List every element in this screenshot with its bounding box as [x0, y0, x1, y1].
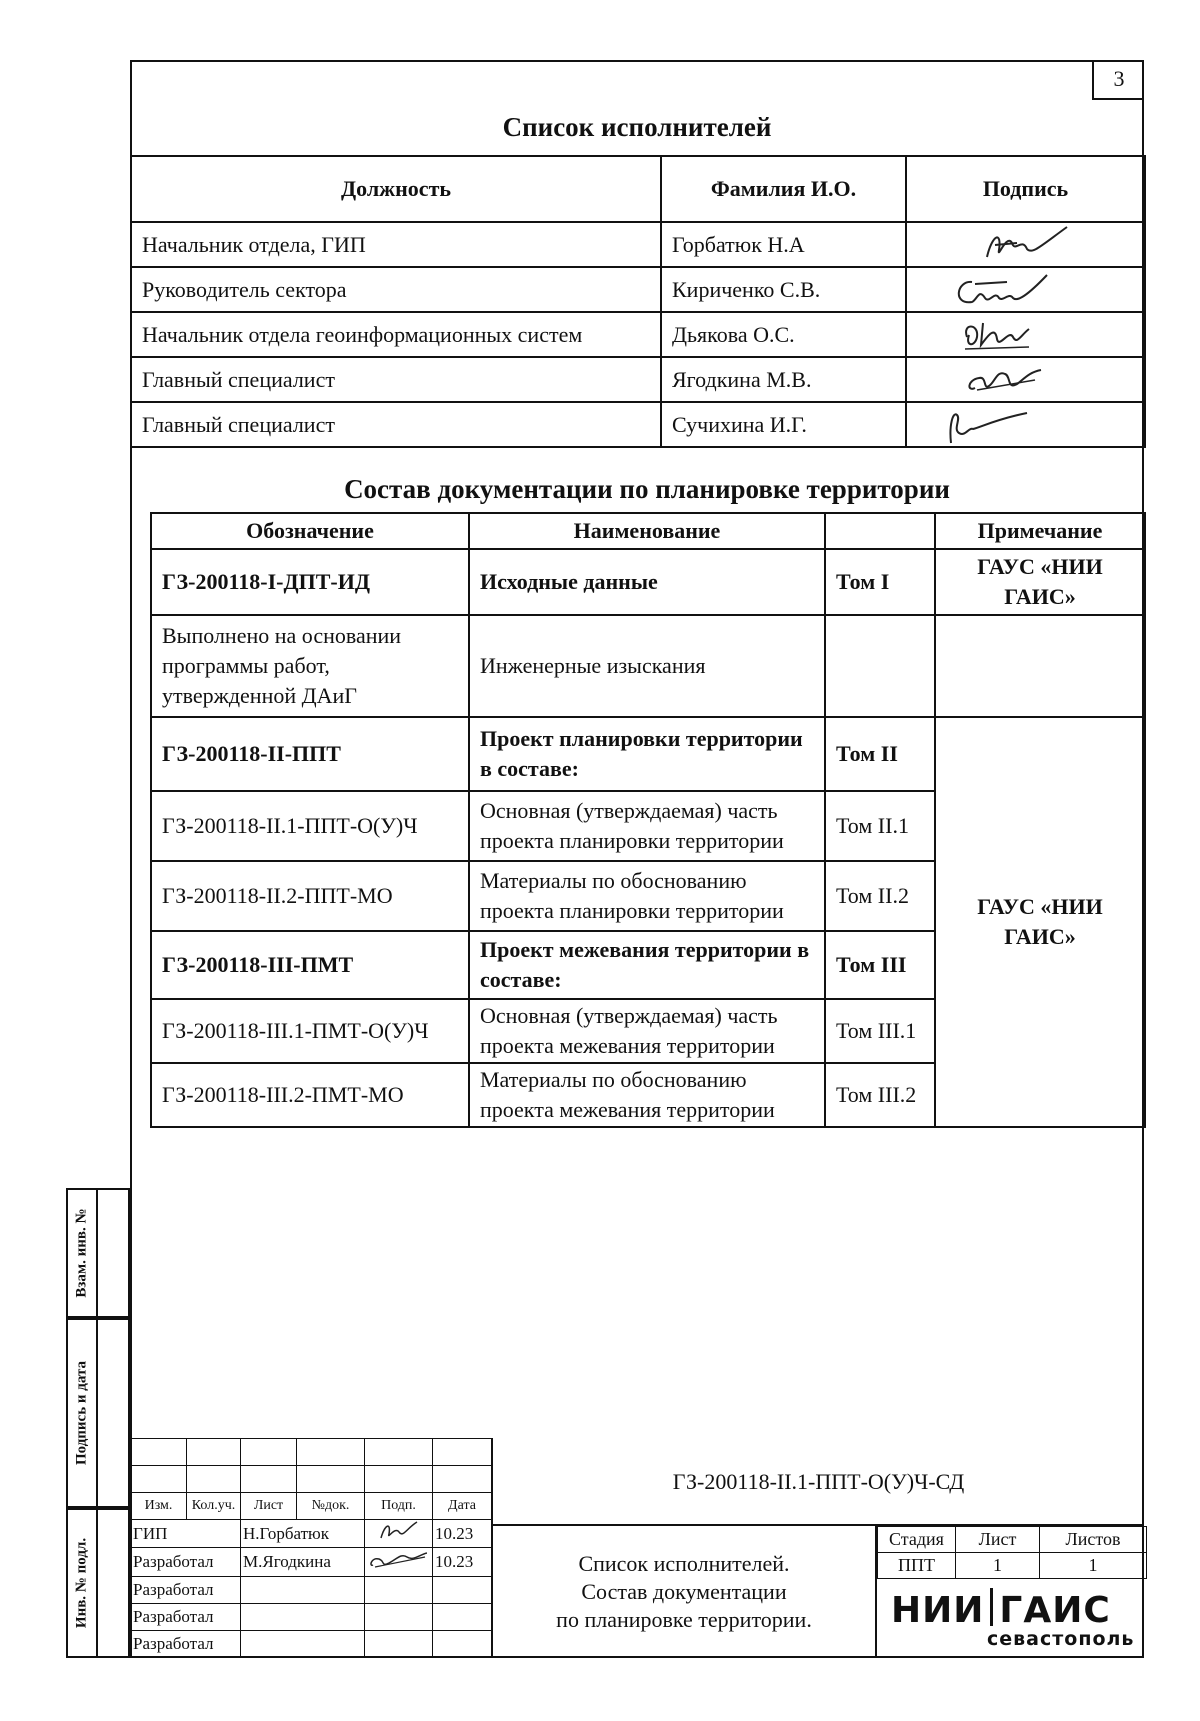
table-row	[131, 402, 1145, 447]
revision-header-row	[131, 1493, 492, 1520]
document-code: ГЗ-200118-II.1-ППТ-О(У)Ч-СД	[491, 1438, 1144, 1526]
side-stamp-replacement	[66, 1188, 130, 1318]
name-cell	[241, 1576, 365, 1603]
position-cell: Руководитель сектора	[131, 267, 661, 312]
signature-cell	[906, 402, 1145, 447]
page-number: 3	[1092, 60, 1144, 100]
name-cell: Материалы по обоснованию проекта планировки территории	[469, 861, 825, 931]
volume-cell: Том III.1	[825, 999, 935, 1063]
role-cell: Разработал	[131, 1630, 241, 1657]
signature-image	[917, 225, 1117, 265]
table-header-row	[131, 156, 1145, 222]
column-header: Дата	[433, 1493, 492, 1520]
position-cell: Главный специалист	[131, 402, 661, 447]
side-stamp-inventory	[66, 1508, 130, 1658]
column-header: Кол.уч.	[187, 1493, 241, 1520]
code-cell: ГЗ-200118-III-ПМТ	[151, 931, 469, 999]
column-header: Фамилия И.О.	[661, 156, 906, 222]
table-row	[131, 222, 1145, 267]
composition-table	[150, 512, 1146, 1128]
position-cell: Начальник отдела, ГИП	[131, 222, 661, 267]
code-cell: ГЗ-200118-II.2-ППТ-МО	[151, 861, 469, 931]
signature-image	[917, 360, 1117, 400]
name-cell: Инженерные изыскания	[469, 615, 825, 717]
name-cell: Ягодкина М.В.	[661, 357, 906, 402]
signature-image	[367, 1549, 427, 1571]
volume-cell: Том II.2	[825, 861, 935, 931]
date-cell	[433, 1630, 492, 1657]
table-row	[151, 549, 1145, 615]
column-header: Должность	[131, 156, 661, 222]
code-cell: ГЗ-200118-II-ППТ	[151, 717, 469, 791]
signature-cell	[365, 1520, 433, 1548]
date-cell	[433, 1603, 492, 1630]
name-cell: Исходные данные	[469, 549, 825, 615]
volume-cell: Том III.2	[825, 1063, 935, 1127]
column-header: Подпись	[906, 156, 1145, 222]
note-cell: ГАУС «НИИ ГАИС»	[935, 549, 1145, 615]
side-label: Подпись и дата	[73, 1360, 90, 1466]
sheet-value: 1	[956, 1553, 1040, 1579]
name-cell: Проект планировки территории в составе:	[469, 717, 825, 791]
date-cell: 10.23	[433, 1548, 492, 1576]
column-header: Лист	[241, 1493, 297, 1520]
column-header: Примечание	[935, 513, 1145, 549]
column-header: Листов	[1040, 1527, 1147, 1553]
signature-image	[367, 1520, 427, 1542]
table-row	[131, 1576, 492, 1603]
code-cell: ГЗ-200118-III.1-ПМТ-О(У)Ч	[151, 999, 469, 1063]
title-line: Список исполнителей.	[578, 1551, 790, 1576]
column-header: №док.	[297, 1493, 365, 1520]
signature-cell	[365, 1576, 433, 1603]
name-cell	[241, 1603, 365, 1630]
signature-cell	[906, 267, 1145, 312]
signature-cell	[365, 1603, 433, 1630]
column-header: Стадия	[878, 1527, 956, 1553]
position-cell: Главный специалист	[131, 357, 661, 402]
executors-table	[130, 155, 1146, 448]
table-header-row	[151, 513, 1145, 549]
revision-table	[130, 1438, 492, 1658]
composition-title: Состав документации по планировке территории	[344, 474, 950, 504]
name-cell: Материалы по обоснованию проекта межевания территории	[469, 1063, 825, 1127]
stage-value: ППТ	[878, 1553, 956, 1579]
name-cell	[241, 1630, 365, 1657]
volume-cell	[825, 615, 935, 717]
side-label: Инв. № подл.	[73, 1537, 90, 1629]
note-cell	[935, 615, 1145, 717]
document-title	[491, 1526, 875, 1658]
role-cell: Разработал	[131, 1576, 241, 1603]
role-cell: ГИП	[131, 1520, 241, 1548]
side-label: Взам. инв. №	[73, 1208, 90, 1298]
signature-cell	[906, 312, 1145, 357]
signature-cell	[906, 357, 1145, 402]
name-cell: Основная (утверждаемая) часть проекта планировки территории	[469, 791, 825, 861]
table-row	[131, 312, 1145, 357]
stage-table	[877, 1526, 1147, 1579]
role-cell: Разработал	[131, 1548, 241, 1576]
volume-cell: Том II	[825, 717, 935, 791]
name-cell: Проект межевания территории в составе:	[469, 931, 825, 999]
column-header: Наименование	[469, 513, 825, 549]
side-stamp-signature-date	[66, 1318, 130, 1508]
table-row	[131, 357, 1145, 402]
logo-left-text: НИИ	[891, 1590, 985, 1631]
code-cell: ГЗ-200118-I-ДПТ-ИД	[151, 549, 469, 615]
code-cell: Выполнено на основании программы работ, утвержденной ДАиГ	[151, 615, 469, 717]
company-logo	[891, 1588, 1135, 1650]
name-cell: Горбатюк Н.А	[661, 222, 906, 267]
date-cell: 10.23	[433, 1520, 492, 1548]
signature-image	[917, 270, 1117, 310]
code-cell: ГЗ-200118-II.1-ППТ-О(У)Ч	[151, 791, 469, 861]
logo-subtitle: севастополь	[987, 1628, 1135, 1650]
signature-cell	[906, 222, 1145, 267]
sheets-total-value: 1	[1040, 1553, 1147, 1579]
title-block	[130, 1438, 1144, 1658]
signature-image	[917, 405, 1117, 445]
table-row	[151, 717, 1145, 791]
executors-title: Список исполнителей	[502, 112, 772, 142]
column-header: Подп.	[365, 1493, 433, 1520]
name-cell: Дьякова О.С.	[661, 312, 906, 357]
date-cell	[433, 1576, 492, 1603]
column-header: Лист	[956, 1527, 1040, 1553]
volume-cell: Том I	[825, 549, 935, 615]
stage-block	[875, 1526, 1144, 1658]
title-line: Состав документации	[581, 1579, 787, 1604]
name-cell: М.Ягодкина	[241, 1548, 365, 1576]
table-row	[131, 1520, 492, 1548]
name-cell: Сучихина И.Г.	[661, 402, 906, 447]
signature-cell	[365, 1548, 433, 1576]
code-cell: ГЗ-200118-III.2-ПМТ-МО	[151, 1063, 469, 1127]
column-header: Изм.	[131, 1493, 187, 1520]
table-row	[131, 1630, 492, 1657]
volume-cell: Том II.1	[825, 791, 935, 861]
name-cell: Н.Горбатюк	[241, 1520, 365, 1548]
signature-image	[917, 315, 1117, 355]
column-header: Обозначение	[151, 513, 469, 549]
signature-cell	[365, 1630, 433, 1657]
column-header	[825, 513, 935, 549]
name-cell: Кириченко С.В.	[661, 267, 906, 312]
table-row	[131, 267, 1145, 312]
table-row	[131, 1603, 492, 1630]
position-cell: Начальник отдела геоинформационных систем	[131, 312, 661, 357]
name-cell: Основная (утверждаемая) часть проекта межевания территории	[469, 999, 825, 1063]
table-row	[151, 615, 1145, 717]
title-line: по планировке территории.	[556, 1607, 812, 1632]
logo-right-text: ГАИС	[999, 1590, 1111, 1631]
role-cell: Разработал	[131, 1603, 241, 1630]
volume-cell: Том III	[825, 931, 935, 999]
table-row	[131, 1548, 492, 1576]
merged-note-cell: ГАУС «НИИ ГАИС»	[935, 717, 1145, 1127]
